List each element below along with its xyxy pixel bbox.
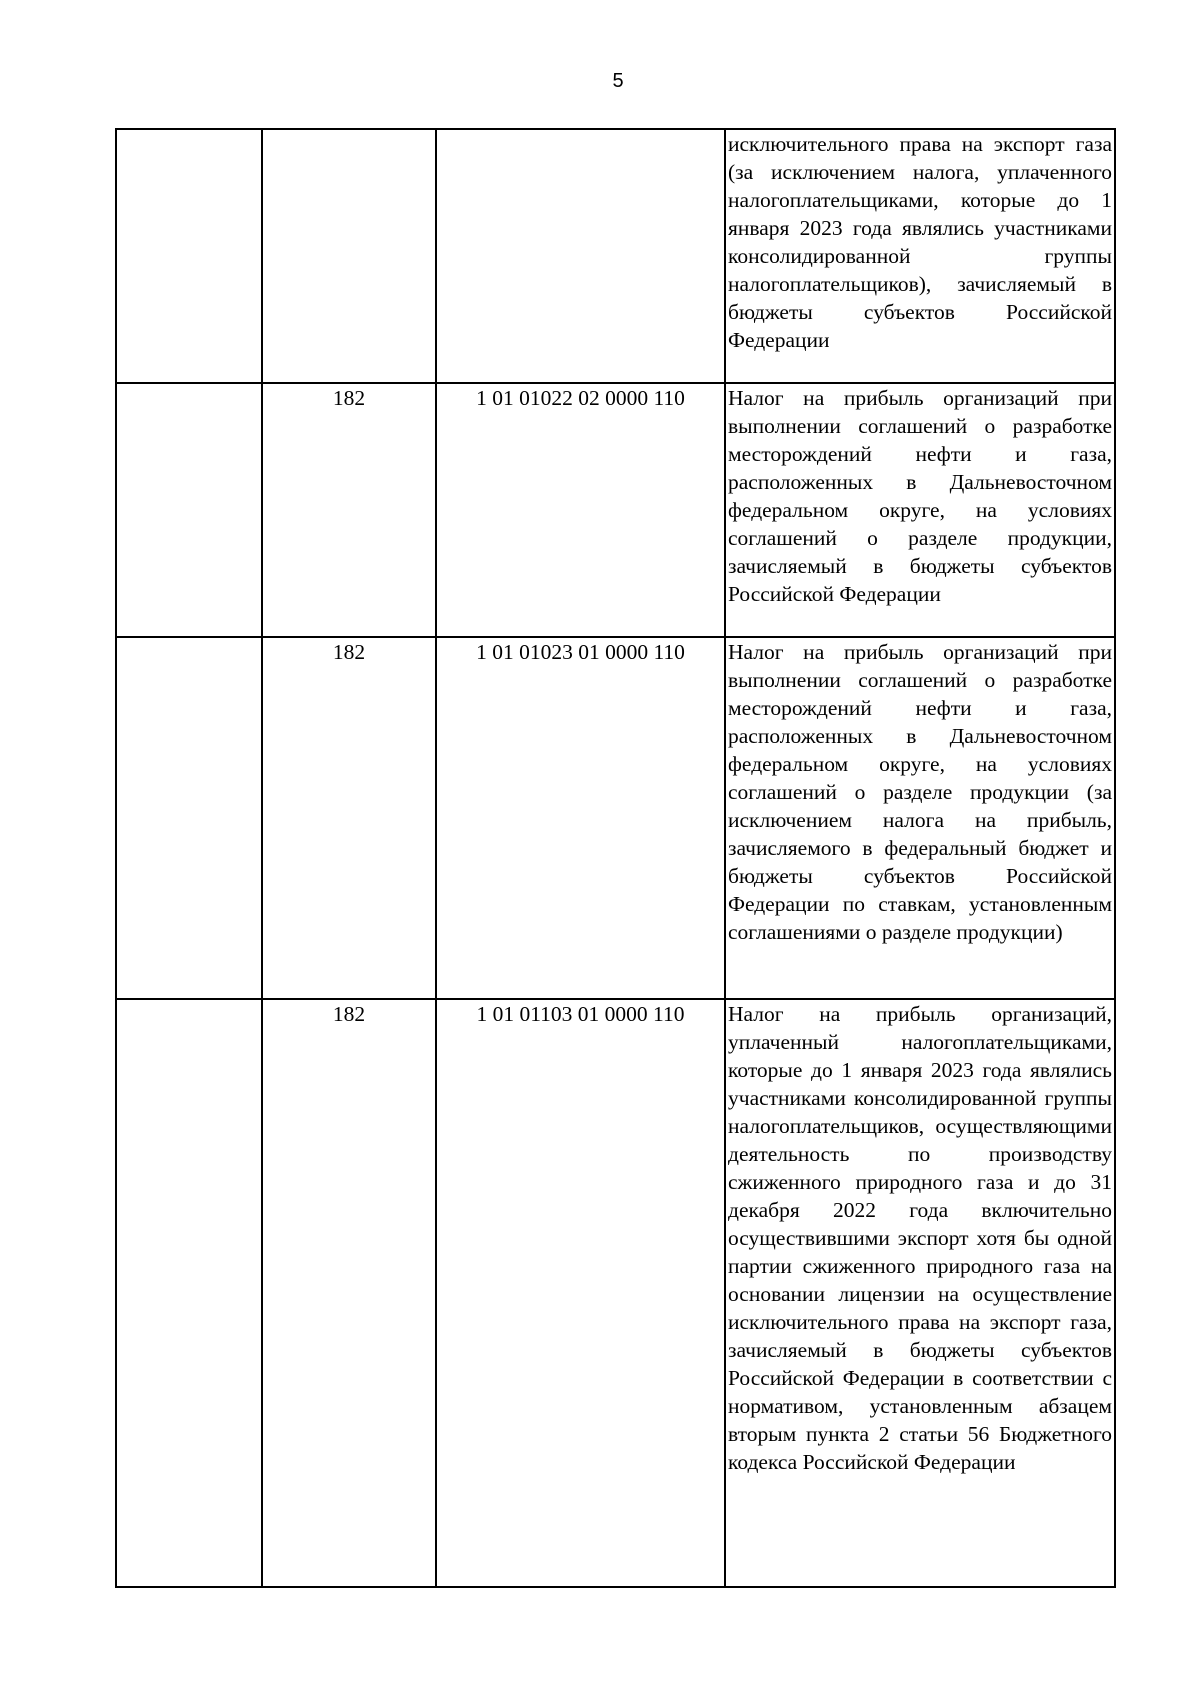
- admin-code-cell: 182: [262, 383, 436, 637]
- description-cell: Налог на прибыль организаций при выполнении соглашений о разработке месторождений нефти и газа, расположенных в Дальневосточном федеральном округе, на условиях соглашений о разделе продукции (за исключением налога на прибыль, зачисляемого в федеральный бюджет и бюджеты субъектов Российской Федерации по ставкам, установленным соглашениями о разделе продукции): [725, 637, 1115, 999]
- table-row: [116, 383, 1115, 637]
- description-cell: Налог на прибыль организаций при выполнении соглашений о разработке месторождений нефти и газа, расположенных в Дальневосточном федеральном округе, на условиях соглашений о разделе продукции, зачисляемый в бюджеты субъектов Российской Федерации: [725, 383, 1115, 637]
- description-cell: исключительного права на экспорт газа (за исключением налога, уплаченного налогоплательщиками, которые до 1 января 2023 года являлись участниками консолидированной группы налогоплательщиков), зачисляемый в бюджеты субъектов Российской Федерации: [725, 129, 1115, 383]
- page-number: 5: [612, 70, 624, 92]
- row-number-cell: [116, 383, 262, 637]
- admin-code-cell: [262, 129, 436, 383]
- table-row: [116, 129, 1115, 383]
- description-cell: Налог на прибыль организаций, уплаченный налогоплательщиками, которые до 1 января 2023 года являлись участниками консолидированной группы налогоплательщиков, осуществляющими деятельность по производству сжиженного природного газа и до 31 декабря 2022 года включительно осуществившими экспорт хотя бы одной партии сжиженного природного газа на основании лицензии на осуществление исключительного права на экспорт газа, зачисляемый в бюджеты субъектов Российской Федерации в соответствии с нормативом, установленным абзацем вторым пункта 2 статьи 56 Бюджетного кодекса Российской Федерации: [725, 999, 1115, 1587]
- admin-code-cell: 182: [262, 999, 436, 1587]
- table-row: [116, 999, 1115, 1587]
- budget-code-cell: 1 01 01103 01 0000 110: [436, 999, 725, 1587]
- budget-code-cell: 1 01 01022 02 0000 110: [436, 383, 725, 637]
- budget-code-cell: 1 01 01023 01 0000 110: [436, 637, 725, 999]
- budget-code-cell: [436, 129, 725, 383]
- row-number-cell: [116, 999, 262, 1587]
- budget-codes-table: [115, 128, 1116, 1588]
- table-row: [116, 637, 1115, 999]
- row-number-cell: [116, 129, 262, 383]
- row-number-cell: [116, 637, 262, 999]
- admin-code-cell: 182: [262, 637, 436, 999]
